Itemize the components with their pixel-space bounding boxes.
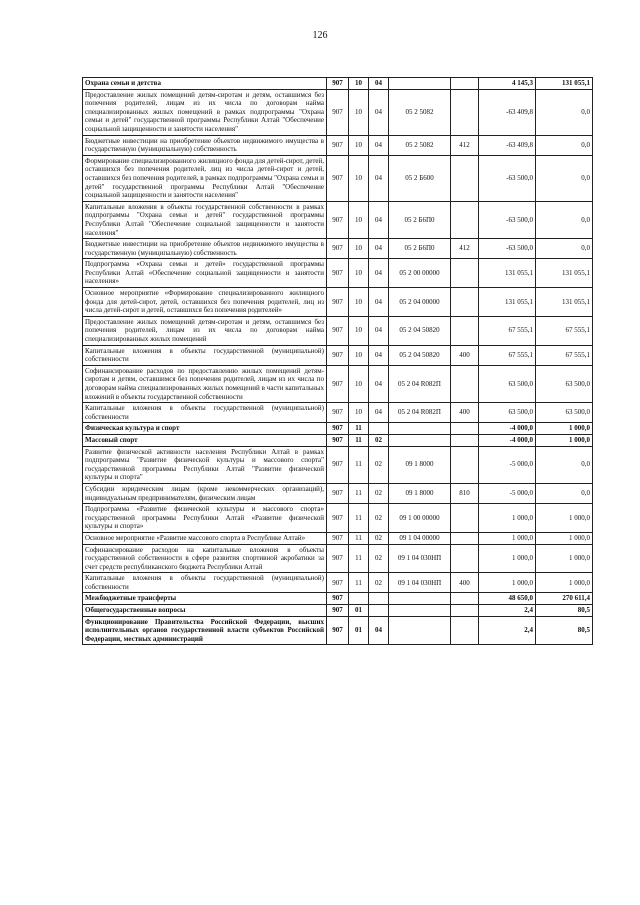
table-row [83,288,593,317]
cell-amount-change: 1 000,0 [479,504,536,533]
cell-section: 10 [349,155,369,201]
cell-target-article: 05 2 04 50820 [389,345,451,365]
cell-subsection: 02 [369,544,389,573]
cell-section: 10 [349,403,369,423]
cell-admin-code: 907 [327,345,349,365]
table-row [83,504,593,533]
table-row [83,135,593,155]
table-row [83,532,593,544]
cell-section: 11 [349,504,369,533]
cell-name: Бюджетные инвестиции на приобретение объектов недвижимого имущества в государственную (муниципальную) собственность [83,135,327,155]
cell-section: 10 [349,201,369,238]
cell-amount-total: 131 055,1 [536,259,593,288]
cell-subsection [369,605,389,617]
cell-target-article: 05 2 Б6П0 [389,239,451,259]
cell-amount-change: -63 409,8 [479,89,536,135]
cell-target-article [389,605,451,617]
cell-name: Охрана семьи и детства [83,78,327,90]
cell-expense-type [451,616,479,645]
table-row [83,239,593,259]
cell-amount-total: 0,0 [536,446,593,483]
cell-section: 11 [349,532,369,544]
cell-amount-total: 80,5 [536,605,593,617]
cell-amount-change: 2,4 [479,616,536,645]
cell-target-article: 09 1 04 030НП [389,573,451,593]
cell-admin-code: 907 [327,593,349,605]
cell-amount-total: 131 055,1 [536,78,593,90]
cell-expense-type [451,155,479,201]
cell-subsection: 02 [369,483,389,503]
cell-expense-type [451,78,479,90]
cell-section: 10 [349,239,369,259]
cell-expense-type [451,434,479,446]
cell-name: Капитальные вложения в объекты государственной (муниципальной) собственности [83,573,327,593]
cell-amount-total: 0,0 [536,89,593,135]
table-row [83,201,593,238]
table-row [83,89,593,135]
cell-subsection: 04 [369,288,389,317]
cell-target-article [389,593,451,605]
cell-amount-change: 67 555,1 [479,316,536,345]
cell-subsection: 04 [369,201,389,238]
cell-section: 10 [349,89,369,135]
cell-name: Предоставление жилых помещений детям-сиротам и детям, оставшимся без попечения родителей, лицам из их числа по договорам найма специализированных жилых помещений в рамках подпрограммы "Охрана семьи и детей" государственной программы Республики Алтай "Обеспечение социальной защищенности и занятости населения" [83,89,327,135]
cell-admin-code: 907 [327,573,349,593]
cell-amount-change: 63 500,0 [479,403,536,423]
cell-section: 10 [349,345,369,365]
cell-expense-type [451,316,479,345]
cell-section: 11 [349,544,369,573]
cell-expense-type [451,446,479,483]
table-row [83,616,593,645]
cell-amount-change: -4 000,0 [479,434,536,446]
table-row [83,434,593,446]
cell-section: 10 [349,135,369,155]
cell-section: 11 [349,573,369,593]
cell-subsection: 04 [369,259,389,288]
cell-admin-code: 907 [327,532,349,544]
cell-section: 01 [349,616,369,645]
table-row [83,259,593,288]
cell-amount-change: -63 500,0 [479,201,536,238]
cell-section [349,593,369,605]
cell-name: Бюджетные инвестиции на приобретение объектов недвижимого имущества в государственную (муниципальную) собственность [83,239,327,259]
cell-subsection: 04 [369,135,389,155]
cell-name: Физическая культура и спорт [83,423,327,435]
cell-expense-type [451,365,479,402]
cell-target-article: 05 2 00 00000 [389,259,451,288]
cell-amount-total: 0,0 [536,239,593,259]
cell-section: 11 [349,483,369,503]
cell-amount-change: -5 000,0 [479,483,536,503]
cell-target-article [389,616,451,645]
cell-amount-total: 0,0 [536,483,593,503]
cell-expense-type [451,593,479,605]
cell-expense-type: 400 [451,345,479,365]
cell-section: 01 [349,605,369,617]
cell-section: 11 [349,423,369,435]
table-row [83,446,593,483]
cell-name: Основное мероприятие «Формирование специализированного жилищного фонда для детей-сирот, детей, оставшихся без попечения родителей, лиц из числа детей-сирот и детей, оставшихся без попечения родителей» [83,288,327,317]
cell-name: Межбюджетные трансферты [83,593,327,605]
cell-admin-code: 907 [327,135,349,155]
cell-amount-total: 0,0 [536,135,593,155]
cell-section: 10 [349,365,369,402]
cell-subsection: 04 [369,345,389,365]
cell-expense-type [451,532,479,544]
table-row [83,316,593,345]
cell-expense-type [451,605,479,617]
cell-admin-code: 907 [327,504,349,533]
cell-admin-code: 907 [327,155,349,201]
cell-name: Развитие физической активности населения Республики Алтай в рамках подпрограммы "Развитие физической культуры и массового спорта" государственной программы Республики Алтай "Развитие физической культуры и спорта" [83,446,327,483]
cell-section: 11 [349,434,369,446]
cell-admin-code: 907 [327,78,349,90]
cell-expense-type [451,423,479,435]
cell-target-article: 05 2 5082 [389,89,451,135]
cell-amount-total: 1 000,0 [536,434,593,446]
cell-expense-type: 400 [451,573,479,593]
table-row [83,605,593,617]
cell-expense-type [451,504,479,533]
cell-name: Подпрограмма «Охрана семьи и детей» государственной программы Республики Алтай «Обеспечение социальной защищенности и занятости населения» [83,259,327,288]
table-row [83,78,593,90]
cell-amount-total: 0,0 [536,155,593,201]
cell-section: 10 [349,259,369,288]
cell-amount-change: 48 650,0 [479,593,536,605]
cell-expense-type: 810 [451,483,479,503]
cell-target-article [389,78,451,90]
cell-amount-total: 67 555,1 [536,316,593,345]
cell-admin-code: 907 [327,365,349,402]
cell-amount-change: -63 409,8 [479,135,536,155]
cell-section: 10 [349,288,369,317]
cell-amount-total: 1 000,0 [536,532,593,544]
cell-admin-code: 907 [327,434,349,446]
cell-target-article: 05 2 04 R082П [389,365,451,402]
cell-target-article [389,434,451,446]
cell-target-article: 05 2 04 R082П [389,403,451,423]
cell-amount-total: 1 000,0 [536,544,593,573]
cell-target-article: 09 1 04 030НП [389,544,451,573]
cell-subsection: 04 [369,316,389,345]
cell-amount-change: 1 000,0 [479,573,536,593]
cell-subsection [369,593,389,605]
cell-name: Субсидии юридическим лицам (кроме некоммерческих организаций), индивидуальным предпринимателям, физическим лицам [83,483,327,503]
cell-expense-type: 400 [451,403,479,423]
cell-amount-change: 67 555,1 [479,345,536,365]
cell-name: Капитальные вложения в объекты государственной собственности в рамках подпрограммы "Охрана семьи и детей" государственной программы Республики Алтай "Обеспечение социальной защищенности и занятости населения" [83,201,327,238]
cell-subsection: 02 [369,434,389,446]
cell-admin-code: 907 [327,201,349,238]
cell-subsection: 02 [369,446,389,483]
table-row [83,593,593,605]
cell-amount-total: 131 055,1 [536,288,593,317]
cell-expense-type [451,201,479,238]
cell-target-article: 09 1 04 00000 [389,532,451,544]
cell-subsection: 04 [369,239,389,259]
cell-expense-type: 412 [451,135,479,155]
cell-section: 10 [349,316,369,345]
cell-name: Софинансирование расходов на капитальные вложения в объекты государственной собственности в сфере развития спортивной акробатики за счет средств республиканского бюджета Республики Алтай [83,544,327,573]
cell-subsection: 04 [369,365,389,402]
cell-amount-total: 1 000,0 [536,573,593,593]
cell-expense-type [451,89,479,135]
cell-amount-total: 0,0 [536,201,593,238]
cell-subsection: 02 [369,532,389,544]
table-row [83,573,593,593]
cell-amount-total: 63 500,0 [536,403,593,423]
cell-name: Предоставление жилых помещений детям-сиротам и детям, оставшимся без попечения родителей, лицам из их числа по договорам найма специализированных жилых помещений [83,316,327,345]
table-row [83,423,593,435]
cell-amount-change: -4 000,0 [479,423,536,435]
table-row [83,155,593,201]
cell-amount-change: -63 500,0 [479,155,536,201]
cell-amount-total: 67 555,1 [536,345,593,365]
budget-table [82,77,593,645]
cell-subsection: 04 [369,616,389,645]
cell-subsection: 02 [369,504,389,533]
cell-target-article: 05 2 Б600 [389,155,451,201]
cell-section: 11 [349,446,369,483]
cell-expense-type [451,259,479,288]
cell-admin-code: 907 [327,316,349,345]
cell-amount-change: 1 000,0 [479,532,536,544]
cell-amount-change: -5 000,0 [479,446,536,483]
cell-admin-code: 907 [327,446,349,483]
cell-amount-total: 1 000,0 [536,504,593,533]
cell-amount-change: -63 500,0 [479,239,536,259]
cell-target-article: 09 1 8000 [389,446,451,483]
cell-admin-code: 907 [327,239,349,259]
cell-admin-code: 907 [327,288,349,317]
cell-target-article: 09 1 8000 [389,483,451,503]
cell-name: Общегосударственные вопросы [83,605,327,617]
table-row [83,403,593,423]
cell-admin-code: 907 [327,605,349,617]
cell-target-article [389,423,451,435]
cell-amount-change: 4 145,3 [479,78,536,90]
cell-expense-type: 412 [451,239,479,259]
table-row [83,345,593,365]
cell-amount-change: 131 055,1 [479,259,536,288]
cell-name: Формирование специализированного жилищного фонда для детей-сирот, детей, оставшихся без попечения родителей, лиц из числа детей-сирот и детей, оставшихся без попечения родителей, в рамках подпрограммы "Охрана семьи и детей" государственной программы Республики Алтай "Обеспечение социальной защищенности и занятости населения" [83,155,327,201]
cell-expense-type [451,544,479,573]
cell-target-article: 05 2 Б6П0 [389,201,451,238]
cell-admin-code: 907 [327,616,349,645]
cell-name: Основное мероприятие «Развитие массового спорта в Республике Алтай» [83,532,327,544]
cell-amount-total: 63 500,0 [536,365,593,402]
cell-name: Подпрограмма «Развитие физической культуры и массового спорта» государственной программы Республики Алтай «Развитие физической культуры и спорта» [83,504,327,533]
cell-subsection [369,423,389,435]
cell-amount-change: 2,4 [479,605,536,617]
cell-amount-total: 270 611,4 [536,593,593,605]
cell-amount-total: 1 000,0 [536,423,593,435]
cell-name: Массовый спорт [83,434,327,446]
cell-name: Функционирование Правительства Российской Федерации, высших исполнительных органов государственной власти субъектов Российской Федерации, местных администраций [83,616,327,645]
cell-admin-code: 907 [327,89,349,135]
cell-target-article: 09 1 00 00000 [389,504,451,533]
cell-name: Капитальные вложения в объекты государственной (муниципальной) собственности [83,403,327,423]
cell-subsection: 02 [369,573,389,593]
cell-section: 10 [349,78,369,90]
cell-admin-code: 907 [327,483,349,503]
cell-amount-change: 63 500,0 [479,365,536,402]
cell-target-article: 05 2 5082 [389,135,451,155]
table-row [83,365,593,402]
cell-subsection: 04 [369,89,389,135]
cell-admin-code: 907 [327,259,349,288]
cell-name: Софинансирование расходов по предоставлению жилых помещений детям-сиротам и детям, оставшимся без попечения родителей, лицам из их числа по договорам найма специализированных жилых помещений в части капитальных вложений в объекты государственной собственности [83,365,327,402]
cell-subsection: 04 [369,78,389,90]
cell-subsection: 04 [369,403,389,423]
table-row [83,483,593,503]
cell-subsection: 04 [369,155,389,201]
cell-admin-code: 907 [327,544,349,573]
cell-expense-type [451,288,479,317]
page-number: 126 [312,30,328,41]
table-row [83,544,593,573]
cell-target-article: 05 2 04 50820 [389,316,451,345]
cell-admin-code: 907 [327,423,349,435]
cell-admin-code: 907 [327,403,349,423]
cell-amount-total: 80,5 [536,616,593,645]
cell-amount-change: 131 055,1 [479,288,536,317]
cell-amount-change: 1 000,0 [479,544,536,573]
cell-name: Капитальные вложения в объекты государственной (муниципальной) собственности [83,345,327,365]
cell-target-article: 05 2 04 00000 [389,288,451,317]
